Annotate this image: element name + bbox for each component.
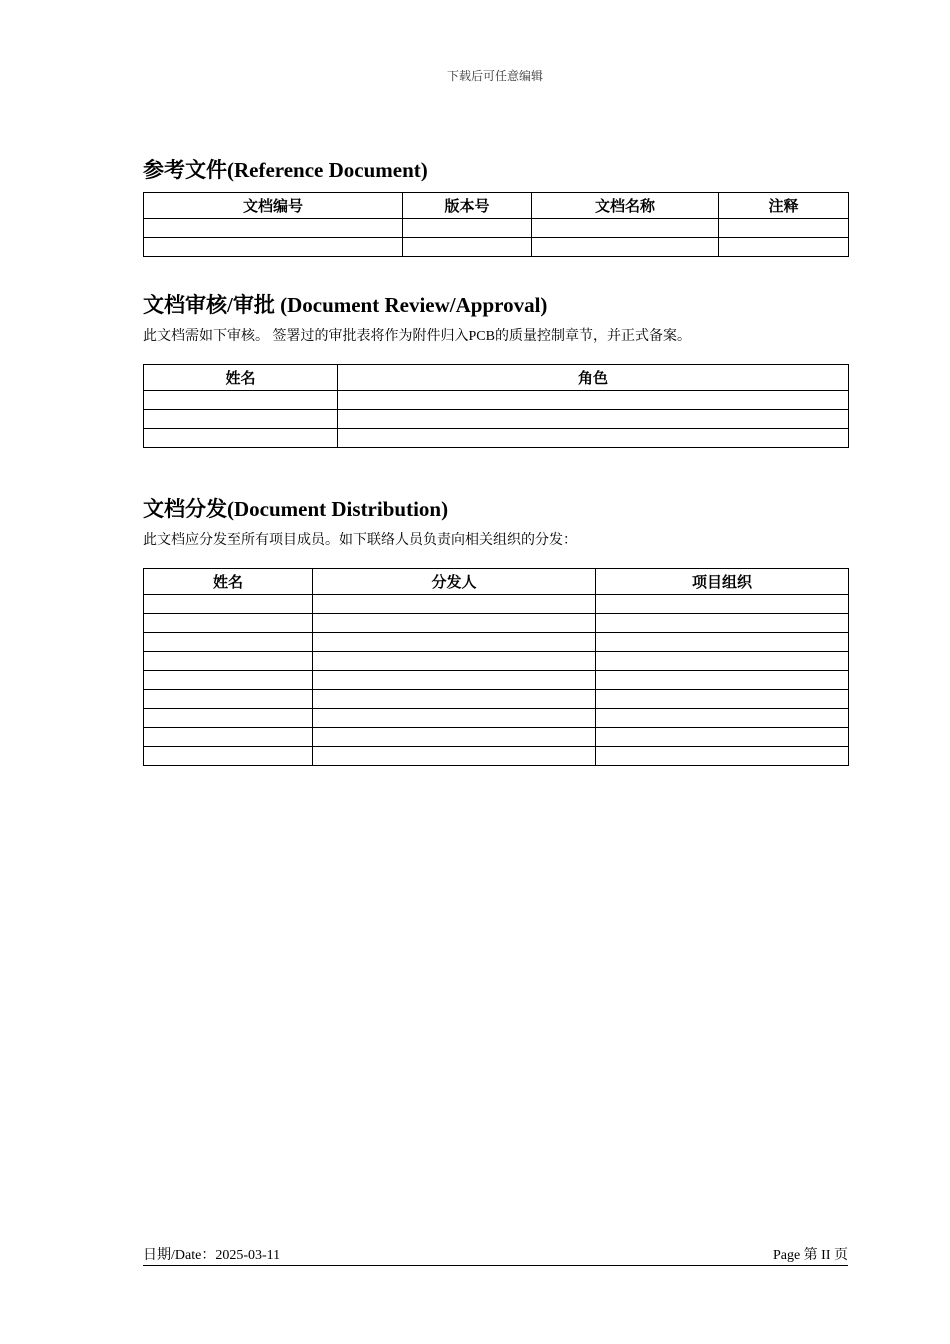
table-cell <box>596 595 849 614</box>
table-row <box>144 238 849 257</box>
table-cell <box>338 410 849 429</box>
table-cell <box>313 709 596 728</box>
table-cell <box>596 671 849 690</box>
footer-page-number: Page 第 II 页 <box>772 1248 848 1263</box>
table-cell <box>596 747 849 766</box>
table-cell <box>144 652 313 671</box>
column-header: 注释 <box>719 193 849 219</box>
table-cell <box>313 728 596 747</box>
review-description: 此文档需如下审核。 签署过的审批表将作为附件归入PCB的质量控制章节，并正式备案。 <box>143 329 691 344</box>
table-cell <box>144 671 313 690</box>
footer-date: 日期/Date：2025-03-11 <box>143 1248 281 1263</box>
column-header: 文档名称 <box>532 193 719 219</box>
table-cell <box>144 709 313 728</box>
table-row <box>144 652 849 671</box>
column-header: 项目组织 <box>596 569 849 595</box>
table-row <box>144 747 849 766</box>
distribution-description: 此文档应分发至所有项目成员。如下联络人员负责向相关组织的分发： <box>143 533 577 548</box>
table-cell <box>313 595 596 614</box>
page-footer <box>143 1247 848 1266</box>
column-header: 分发人 <box>313 569 596 595</box>
table-header-row <box>144 193 849 219</box>
column-header: 姓名 <box>144 365 338 391</box>
table-cell <box>144 633 313 652</box>
table-row <box>144 410 849 429</box>
reference-table-body <box>144 219 849 257</box>
review-table <box>143 364 849 448</box>
table-cell <box>144 747 313 766</box>
distribution-table-body <box>144 595 849 766</box>
reference-title: 参考文件(Reference Document) <box>143 158 428 182</box>
table-cell <box>532 238 719 257</box>
table-cell <box>144 429 338 448</box>
distribution-title: 文档分发(Document Distribution) <box>143 497 449 521</box>
table-cell <box>719 238 849 257</box>
review-title: 文档审核/审批 (Document Review/Approval) <box>143 293 548 317</box>
table-cell <box>596 728 849 747</box>
distribution-table <box>143 568 849 766</box>
column-header: 姓名 <box>144 569 313 595</box>
column-header: 版本号 <box>403 193 532 219</box>
table-row <box>144 391 849 410</box>
table-cell <box>596 709 849 728</box>
table-row <box>144 633 849 652</box>
table-cell <box>313 633 596 652</box>
table-cell <box>144 728 313 747</box>
table-row <box>144 728 849 747</box>
table-row <box>144 614 849 633</box>
table-cell <box>596 614 849 633</box>
table-cell <box>532 219 719 238</box>
table-cell <box>313 747 596 766</box>
header-note: 下载后可任意编辑 <box>446 69 543 83</box>
table-cell <box>596 690 849 709</box>
column-header: 角色 <box>338 365 849 391</box>
table-cell <box>313 614 596 633</box>
table-cell <box>313 690 596 709</box>
table-cell <box>313 652 596 671</box>
table-cell <box>144 391 338 410</box>
table-row <box>144 219 849 238</box>
table-header-row <box>144 569 849 595</box>
table-cell <box>144 595 313 614</box>
table-cell <box>144 614 313 633</box>
table-row <box>144 429 849 448</box>
reference-section <box>143 156 848 257</box>
distribution-section <box>143 495 848 766</box>
table-cell <box>719 219 849 238</box>
column-header: 文档编号 <box>144 193 403 219</box>
table-row <box>144 690 849 709</box>
table-cell <box>403 219 532 238</box>
table-cell <box>338 429 849 448</box>
table-cell <box>596 633 849 652</box>
table-cell <box>596 652 849 671</box>
review-table-body <box>144 391 849 448</box>
table-row <box>144 671 849 690</box>
table-cell <box>144 219 403 238</box>
table-cell <box>144 410 338 429</box>
review-section <box>143 291 848 448</box>
table-row <box>144 595 849 614</box>
table-header-row <box>144 365 849 391</box>
table-cell <box>403 238 532 257</box>
table-cell <box>338 391 849 410</box>
table-row <box>144 709 849 728</box>
table-cell <box>144 690 313 709</box>
table-cell <box>313 671 596 690</box>
table-cell <box>144 238 403 257</box>
reference-table <box>143 192 849 257</box>
